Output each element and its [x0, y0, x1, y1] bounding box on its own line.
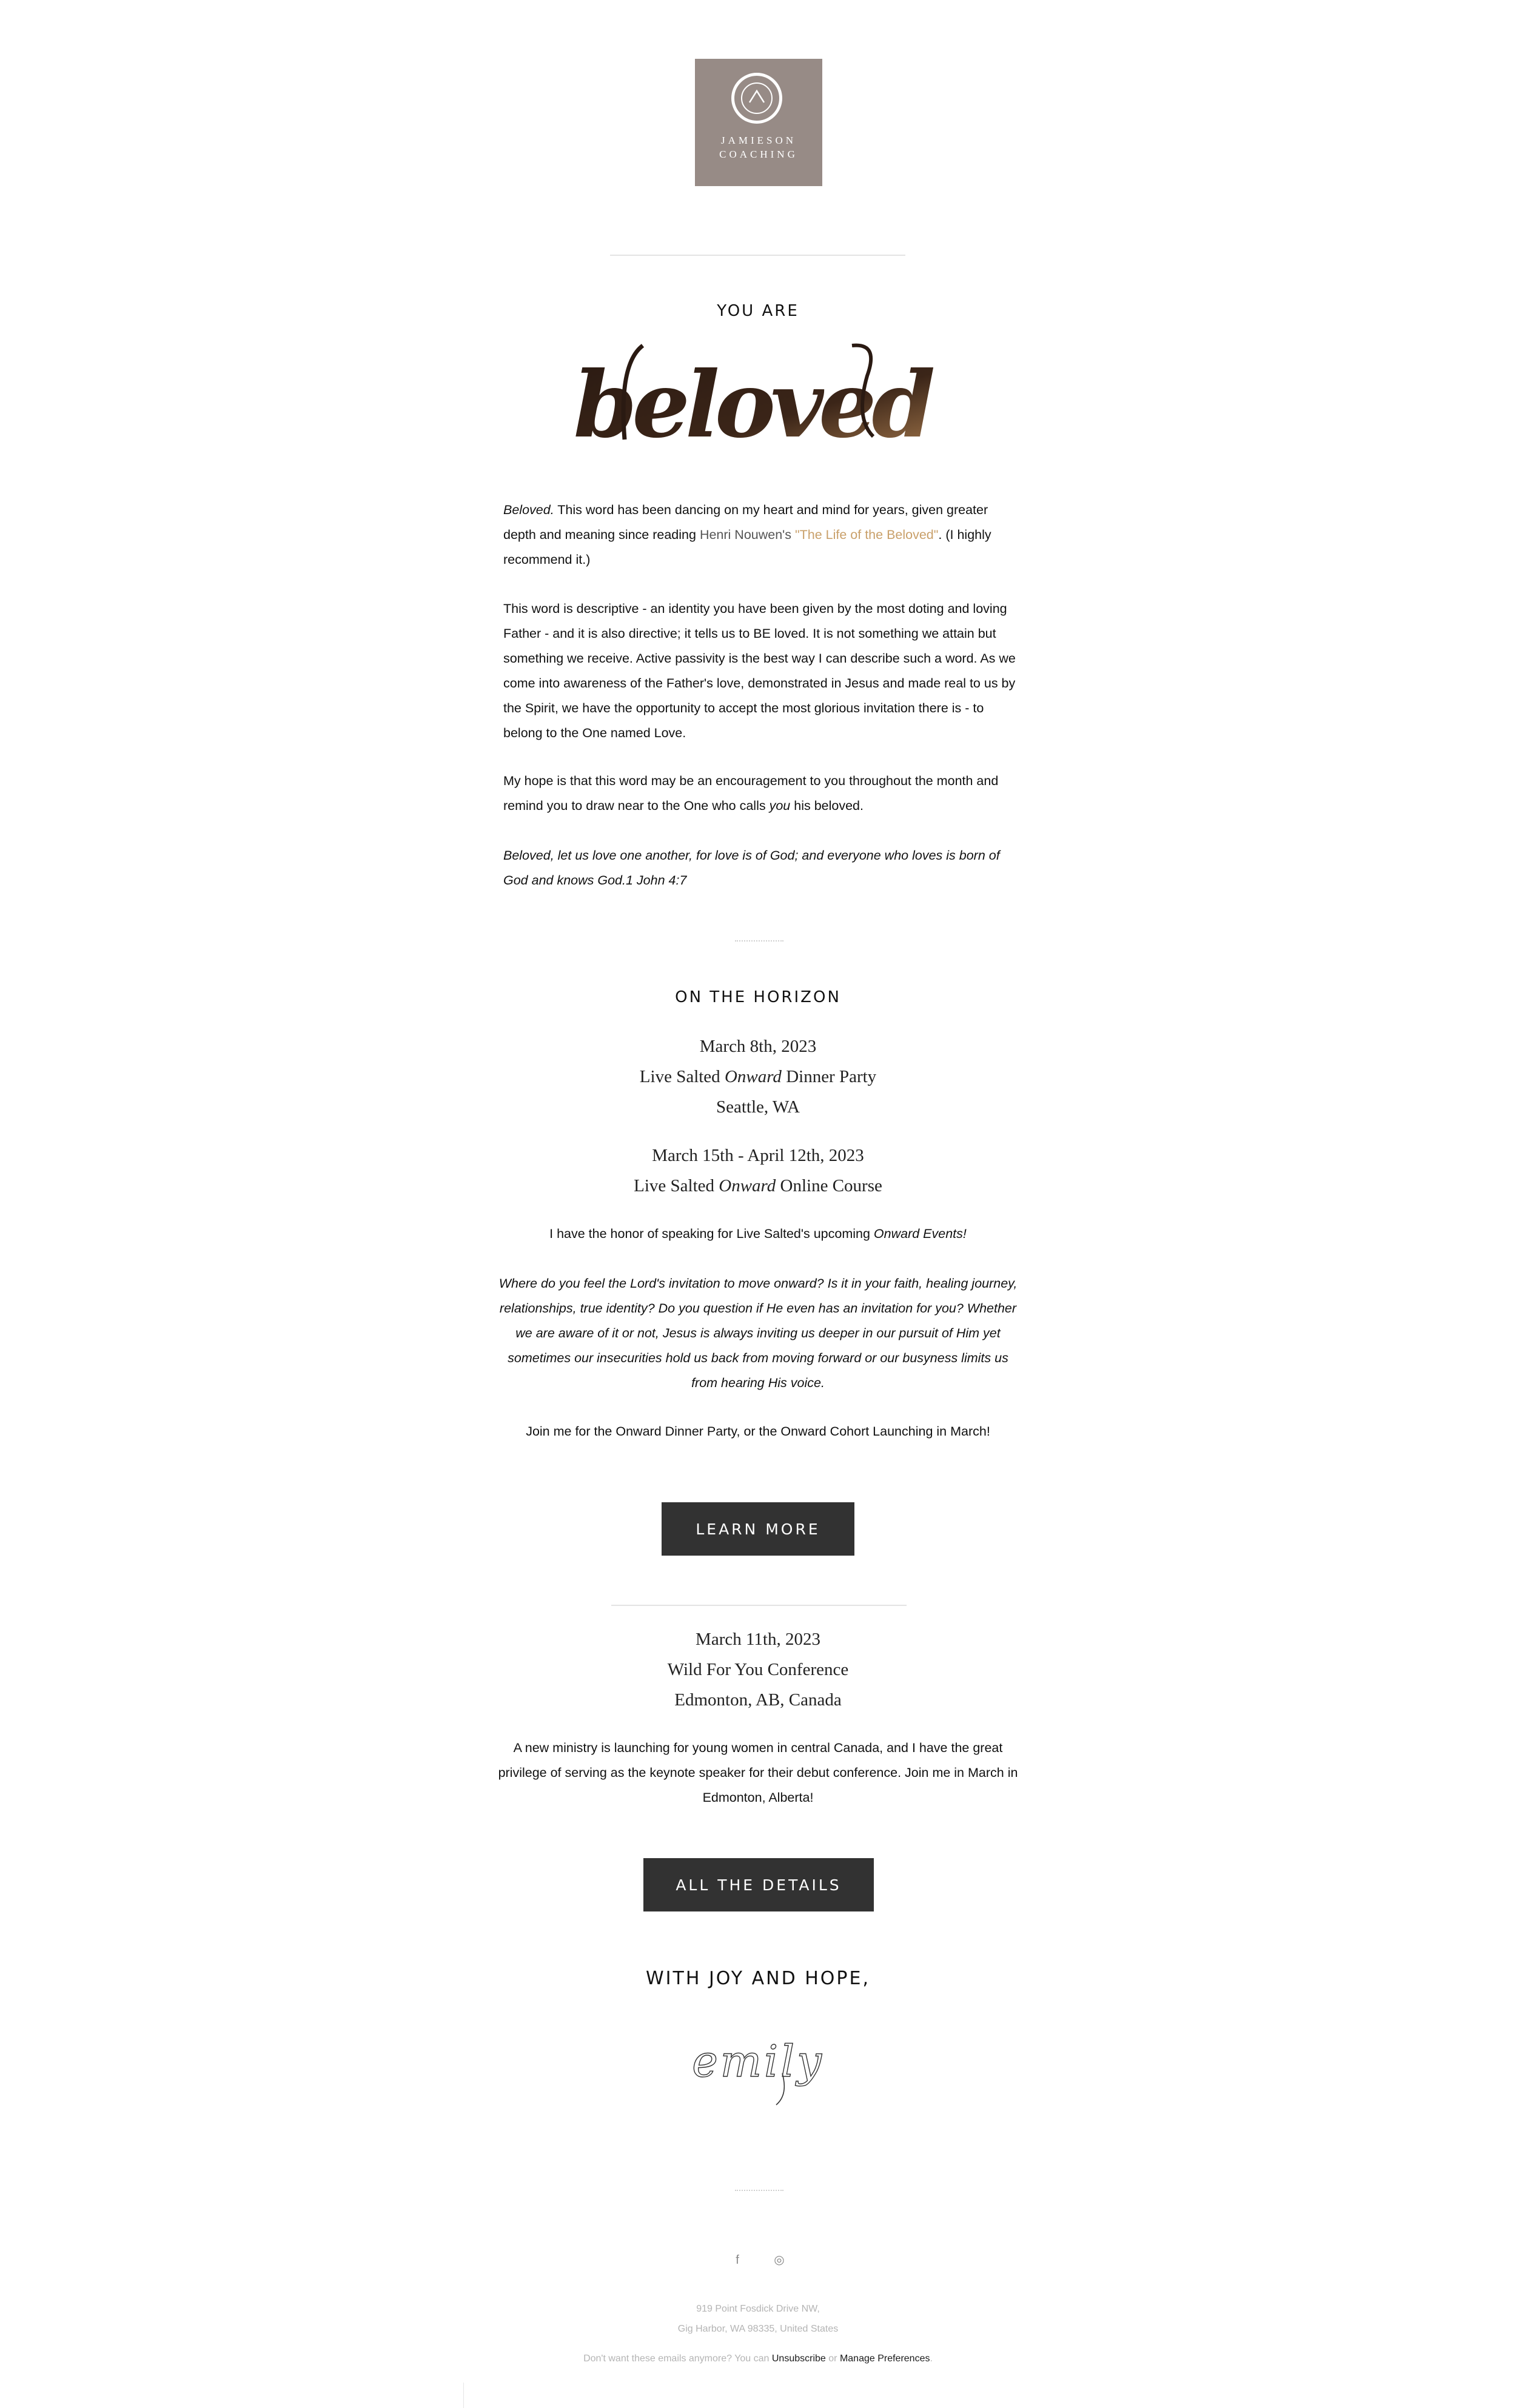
logo-line-2: COACHING — [719, 149, 798, 160]
divider-middle — [611, 1605, 907, 1606]
intro-paragraph — [503, 498, 1019, 572]
event1-title-b: Dinner Party — [781, 1067, 877, 1086]
logo-chevron-icon — [748, 88, 766, 106]
address-line-1: 919 Point Fosdick Drive NW, — [696, 2304, 820, 2314]
event2-title-em: Onward — [719, 1176, 776, 1196]
conference-title: Wild For You Conference — [667, 1660, 849, 1679]
intro-tail: . (I highly recommend it.) — [503, 527, 991, 567]
onward-quote: Where do you feel the Lord's invitation to move onward? Is it in your faith, healing journey, relationships, true identity? Do you question if He even has an invitation for you? Whether we are aware of it or not, Jesus is always inviting us deeper in our pursuit of Him yet sometimes our insecurities hold us back from moving forward or our busyness limits us from hearing His voice. — [498, 1276, 1018, 1390]
book-link[interactable]: "The Life of the Beloved" — [795, 527, 939, 542]
manage-preferences-link[interactable]: Manage Preferences — [839, 2353, 930, 2364]
brand-logo[interactable] — [695, 59, 822, 186]
dotted-divider-1 — [735, 940, 783, 941]
instagram-icon[interactable]: ◎ — [774, 2253, 785, 2267]
event2-date: March 15th - April 12th, 2023 — [652, 1146, 864, 1165]
signature-script-art — [691, 2037, 825, 2110]
signature-text: emily — [692, 2036, 824, 2087]
address-line-2: Gig Harbor, WA 98335, United States — [677, 2324, 839, 2334]
unsubscribe-line — [0, 2353, 1516, 2364]
event1-place: Seattle, WA — [716, 1097, 800, 1117]
hope-emphasis: you — [769, 798, 791, 813]
all-details-button[interactable]: ALL THE DETAILS — [643, 1858, 874, 1911]
event1-title-em: Onward — [724, 1067, 782, 1086]
horizon-heading: ON THE HORIZON — [675, 988, 841, 1006]
descriptive-paragraph: This word is descriptive - an identity you have been given by the most doting and loving Father - and it is also directive; it tells us to BE loved. It is not something we attain but something we receive. Active passivity is the best way I can describe such a word. As we come into awareness of the Father's love, demonstrated in Jesus and made real to us by the Spirit, we have the opportunity to accept the most glorious invitation there is - to belong to the One named Love. — [503, 601, 1016, 740]
event2-title — [0, 1176, 1516, 1196]
event1-title-a: Live Salted — [639, 1067, 725, 1086]
logo-line-1: JAMIESON — [720, 135, 797, 146]
hope-text-a: My hope is that this word may be an encouragement to you throughout the month and remind you to draw near to the One who calls — [503, 774, 999, 813]
conference-description: A new ministry is launching for young women in central Canada, and I have the great privilege of serving as the keynote speaker for their debut conference. Join me in March in Edmonton, Alberta! — [498, 1741, 1018, 1805]
event1-date: March 8th, 2023 — [699, 1037, 817, 1056]
beloved-script-word: beloved — [573, 352, 931, 458]
signoff-heading: WITH JOY AND HOPE, — [646, 1968, 870, 1989]
event1-title — [0, 1067, 1516, 1087]
scripture-verse: Beloved, let us love one another, for love is of God; and everyone who loves is born of God and knows God.1 John 4:7 — [503, 848, 1000, 888]
event2-title-a: Live Salted — [634, 1176, 719, 1196]
hope-paragraph — [503, 769, 1019, 818]
bottom-edge-line — [463, 2383, 464, 2408]
learn-more-button[interactable]: LEARN MORE — [662, 1502, 854, 1556]
conference-place: Edmonton, AB, Canada — [674, 1690, 842, 1710]
unsubscribe-prefix: Don't want these emails anymore? You can — [583, 2353, 772, 2364]
speaking-line — [497, 1222, 1019, 1246]
intro-text: This word has been dancing on my heart and mind for years, given greater depth and meaning since reading — [503, 503, 988, 542]
unsubscribe-or: or — [825, 2353, 840, 2364]
hope-text-b: his beloved. — [790, 798, 864, 813]
onward-join-line: Join me for the Onward Dinner Party, or the Onward Cohort Launching in March! — [526, 1424, 990, 1439]
logo-ring-icon — [731, 73, 782, 124]
speaking-text: I have the honor of speaking for Live Salted's upcoming — [549, 1226, 874, 1241]
event2-title-b: Online Course — [776, 1176, 882, 1196]
beloved-script-art — [573, 339, 931, 461]
speaking-emphasis: Onward Events! — [873, 1226, 967, 1241]
divider-top — [610, 255, 905, 256]
unsubscribe-link[interactable]: Unsubscribe — [771, 2353, 826, 2364]
unsubscribe-dot: . — [930, 2353, 933, 2364]
conference-date: March 11th, 2023 — [696, 1630, 820, 1649]
eyebrow-heading: YOU ARE — [717, 302, 799, 320]
dotted-divider-2 — [735, 2190, 783, 2191]
intro-lead: Beloved. — [503, 503, 554, 517]
author-link[interactable]: Henri Nouwen's — [699, 527, 792, 542]
facebook-icon[interactable]: f — [736, 2253, 739, 2267]
